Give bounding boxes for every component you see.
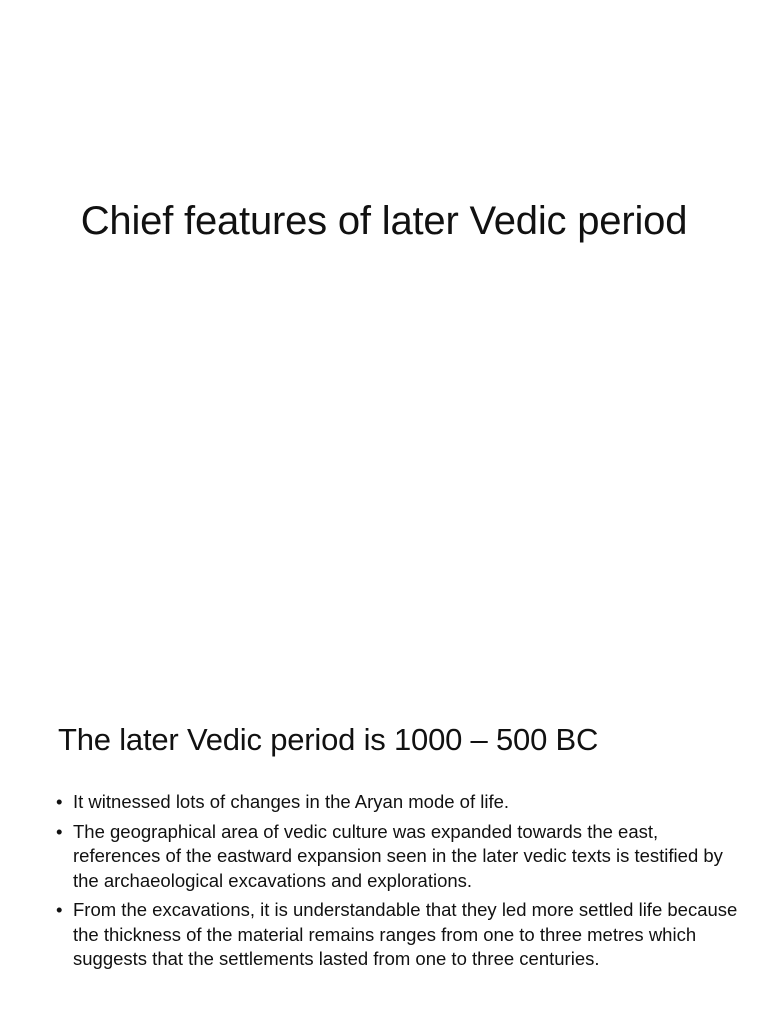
bullet-text: The geographical area of vedic culture was expanded towards the east, references of the eastward expansion seen in the later vedic texts is testified by the archaeological excavations and explorations. bbox=[73, 820, 723, 891]
bullet-item bbox=[56, 898, 746, 972]
bullet-marker: • bbox=[56, 899, 63, 920]
content-slide bbox=[0, 512, 768, 1024]
bullet-list bbox=[56, 790, 746, 977]
slide-title: Chief features of later Vedic period bbox=[80, 199, 688, 243]
slide-heading: The later Vedic period is 1000 – 500 BC bbox=[58, 722, 599, 757]
bullet-marker: • bbox=[56, 791, 63, 812]
bullet-marker: • bbox=[56, 820, 63, 842]
bullet-item bbox=[56, 820, 746, 894]
bullet-item bbox=[56, 790, 746, 815]
bullet-text: From the excavations, it is understandable that they led more settled life because the thickness of the material remains ranges from one to three metres which suggests that the settlements lasted from one to three centuries. bbox=[73, 899, 738, 969]
bullet-text: It witnessed lots of changes in the Aryan mode of life. bbox=[73, 791, 510, 812]
